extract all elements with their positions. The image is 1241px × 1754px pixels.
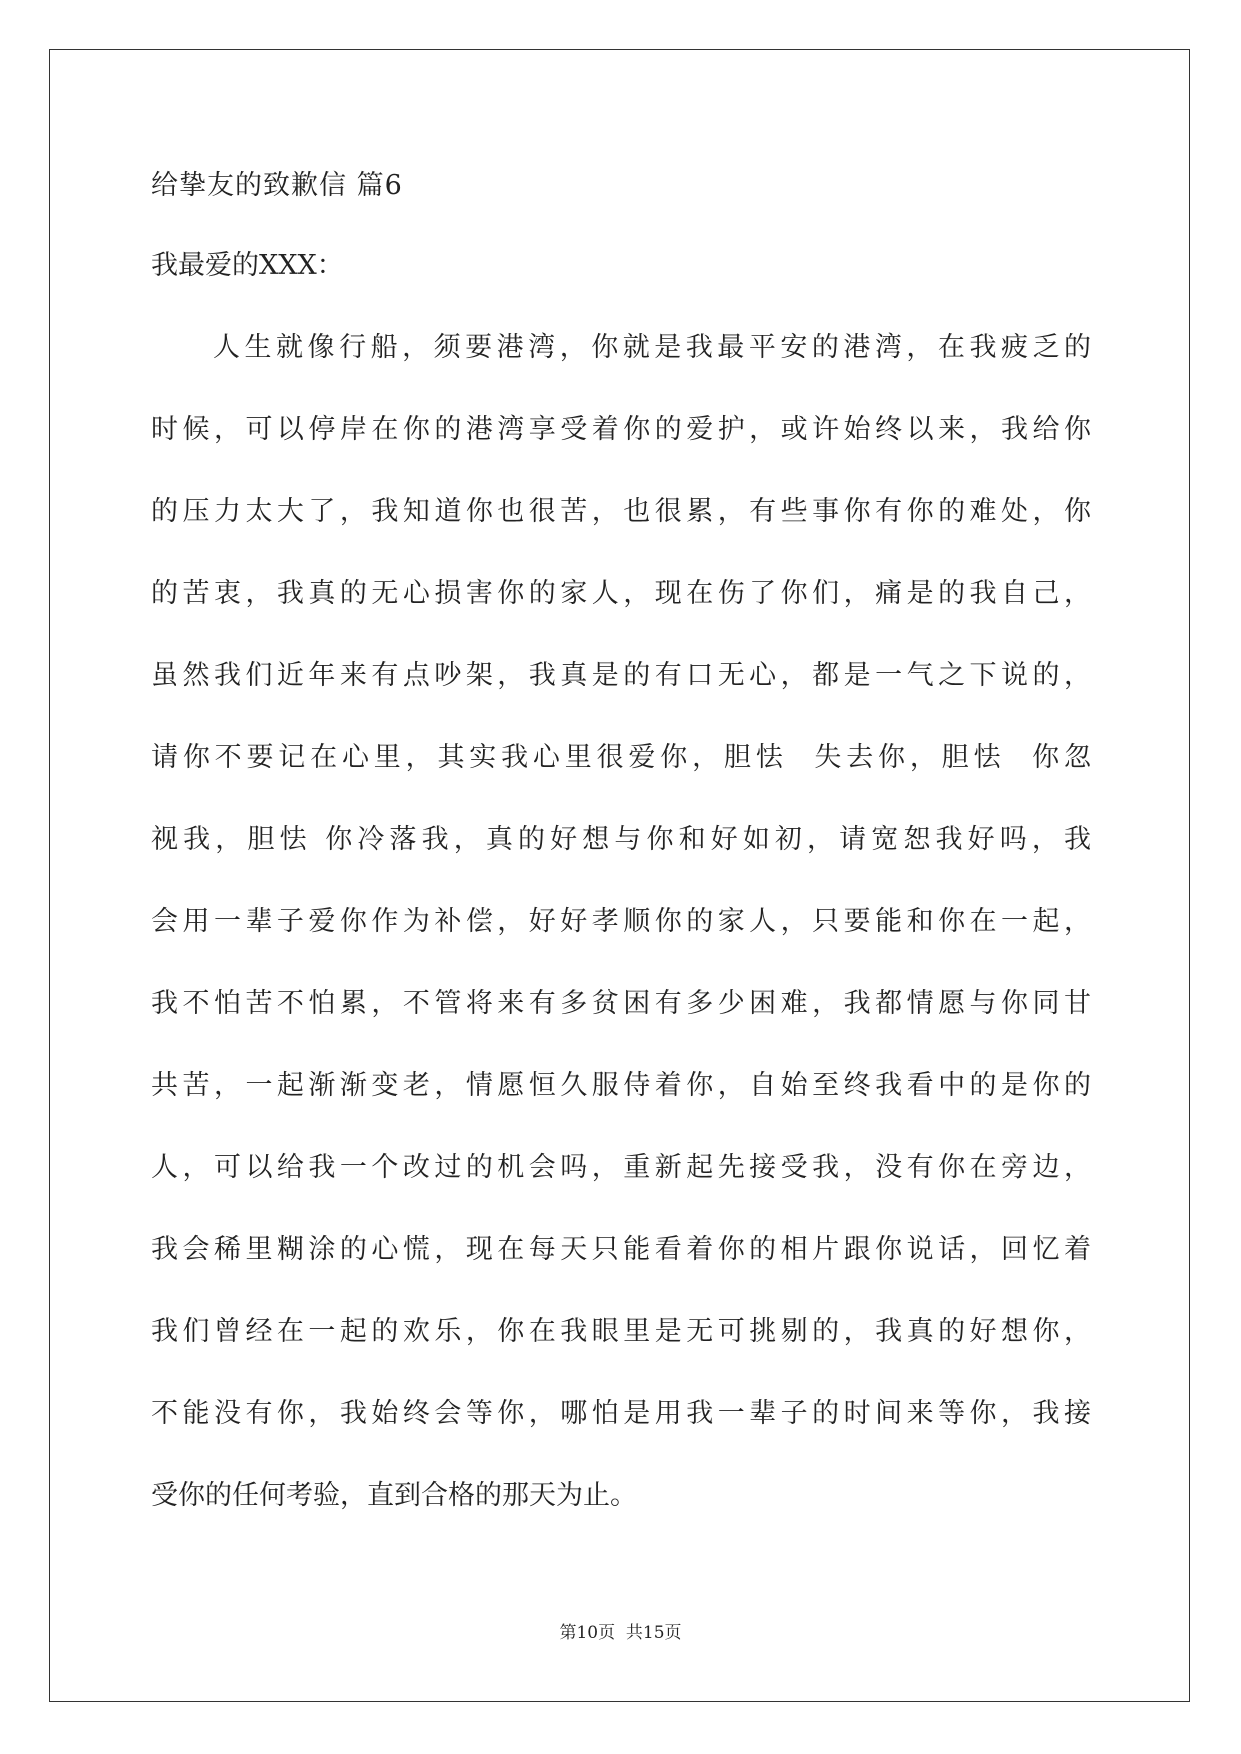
page-label-prefix: 第: [559, 1623, 577, 1643]
body-line: 虽然我们近年来有点吵架，我真是的有口无心，都是一气之下说的，: [151, 660, 1091, 691]
body-line: 人，可以给我一个改过的机会吗，重新起先接受我，没有你在旁边，: [151, 1152, 1091, 1183]
body-line: 受你的任何考验，直到合格的那天为止。: [151, 1480, 637, 1511]
letter-greeting: 我最爱的XXX：: [151, 250, 344, 281]
body-line: 人生就像行船，须要港湾，你就是我最平安的港湾，在我疲乏的: [213, 332, 1091, 363]
page-label-suffix: 页: [664, 1623, 682, 1643]
document-title: 给挚友的致歉信 篇6: [151, 170, 403, 201]
letter-body: [151, 330, 1101, 1560]
body-line: 会用一辈子爱你作为补偿，好好孝顺你的家人，只要能和你在一起，: [151, 906, 1091, 937]
body-line: 共苦，一起渐渐变老，情愿恒久服侍着你，自始至终我看中的是你的: [151, 1070, 1091, 1101]
page-current: 10: [576, 1623, 599, 1643]
body-line: 时候，可以停岸在你的港湾享受着你的爱护，或许始终以来，我给你: [151, 414, 1091, 445]
body-line: 的苦衷，我真的无心损害你的家人，现在伤了你们，痛是的我自己，: [151, 578, 1091, 609]
page-total: 15: [642, 1623, 665, 1643]
body-line: 的压力太大了，我知道你也很苦，也很累，有些事你有你的难处，你: [151, 496, 1091, 527]
body-line: 请你不要记在心里，其实我心里很爱你，胆怯 失去你，胆怯 你忽: [151, 742, 1091, 773]
body-line: 我们曾经在一起的欢乐，你在我眼里是无可挑剔的，我真的好想你，: [151, 1316, 1091, 1347]
body-line: 我不怕苦不怕累，不管将来有多贫困有多少困难，我都情愿与你同甘: [151, 988, 1091, 1019]
body-line: 我会稀里糊涂的心慌，现在每天只能看着你的相片跟你说话，回忆着: [151, 1234, 1091, 1265]
page-footer: [0, 1621, 1241, 1645]
body-line: 视我，胆怯 你冷落我，真的好想与你和好如初，请宽恕我好吗，我: [151, 824, 1091, 855]
body-line: 不能没有你，我始终会等你，哪怕是用我一辈子的时间来等你，我接: [151, 1398, 1091, 1429]
page-label-mid: 页 共: [598, 1623, 643, 1643]
